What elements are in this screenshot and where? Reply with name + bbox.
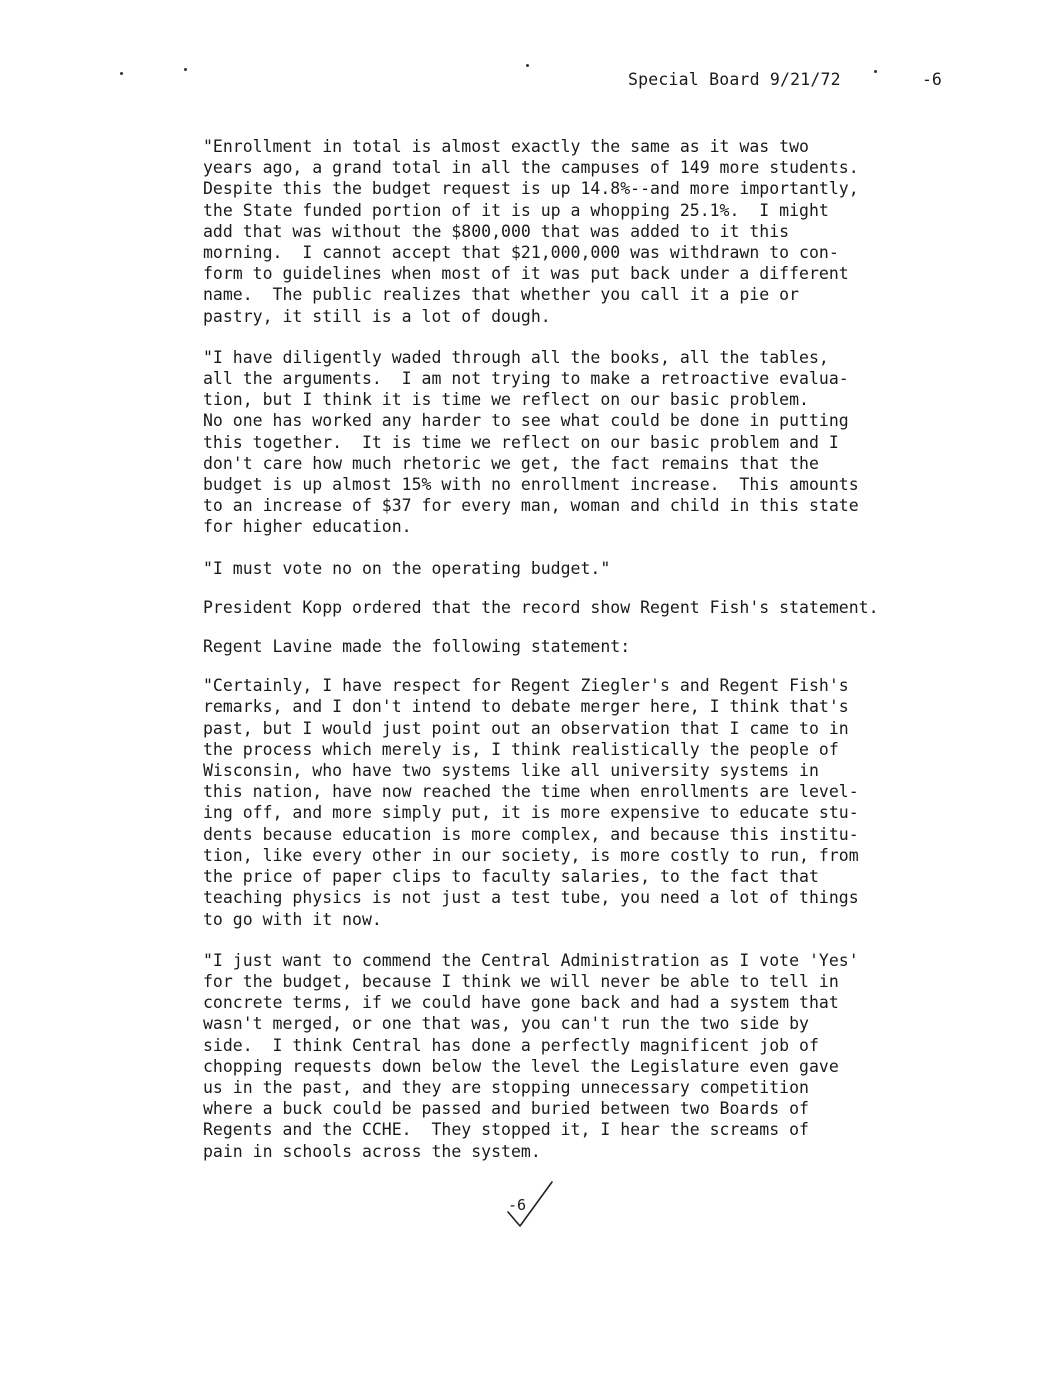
text-line: remarks, and I don't intend to debate merger here, I think that's [203, 697, 849, 717]
paragraph-lavine-intro [203, 636, 923, 657]
text-line: tion, but I think it is time we reflect on our basic problem. [203, 390, 809, 410]
paragraph-kopp-order [203, 597, 923, 618]
text-line: form to guidelines when most of it was put back under a different [203, 264, 849, 284]
page-number: -6 [922, 70, 942, 89]
text-line: all the arguments. I am not trying to make a retroactive evalua- [203, 369, 849, 389]
text-line: dents because education is more complex, and because this institu- [203, 824, 859, 844]
page-header: Special Board 9/21/72 [628, 70, 841, 89]
text-line: name. The public realizes that whether you call it a pie or [203, 285, 800, 305]
footer-page-mark: -6 [508, 1196, 527, 1214]
text-line: Regents and the CCHE. They stopped it, I hear the screams of [203, 1120, 809, 1140]
paragraph-fish-statement-2 [203, 347, 923, 538]
text-line: the process which merely is, I think realistically the people of [203, 739, 839, 759]
text-line: "Certainly, I have respect for Regent Ziegler's and Regent Fish's [203, 676, 849, 696]
text-line: the State funded portion of it is up a whopping 25.1%. I might [203, 200, 829, 220]
text-line: chopping requests down below the level the Legislature even gave [203, 1056, 839, 1076]
text-line: don't care how much rhetoric we get, the fact remains that the [203, 453, 819, 473]
text-line: tion, like every other in our society, is more costly to run, from [203, 845, 859, 865]
text-line: to go with it now. [203, 909, 382, 929]
text-line: add that was without the $800,000 that was added to it this [203, 221, 790, 241]
text-line: "Enrollment in total is almost exactly the same as it was two [203, 137, 809, 156]
text-line: side. I think Central has done a perfectly magnificent job of [203, 1035, 819, 1055]
paragraph-fish-statement-1 [203, 136, 923, 327]
text-line: morning. I cannot accept that $21,000,000 was withdrawn to con- [203, 243, 839, 263]
text-line: Wisconsin, who have two systems like all university systems in [203, 761, 819, 781]
paragraph-lavine-statement-2 [203, 950, 923, 1162]
text-line: for higher education. [203, 517, 412, 537]
scan-speck [874, 70, 877, 73]
text-line: teaching physics is not just a test tube, you need a lot of things [203, 888, 859, 908]
text-line: pain in schools across the system. [203, 1141, 541, 1161]
text-line: to an increase of $37 for every man, woman and child in this state [203, 496, 859, 516]
text-line: ing off, and more simply put, it is more expensive to educate stu- [203, 803, 859, 823]
scan-speck [526, 64, 529, 67]
text-line: pastry, it still is a lot of dough. [203, 306, 551, 326]
text-line: us in the past, and they are stopping unnecessary competition [203, 1077, 809, 1097]
text-line: concrete terms, if we could have gone back and had a system that [203, 993, 839, 1013]
text-line: "I just want to commend the Central Administration as I vote 'Yes' [203, 950, 859, 970]
document-body [203, 136, 923, 1162]
page-footer [500, 1178, 570, 1238]
text-line: this together. It is time we reflect on our basic problem and I [203, 432, 839, 452]
scan-speck [120, 72, 123, 75]
text-line: years ago, a grand total in all the campuses of 149 more students. [203, 158, 859, 178]
text-line: Regent Lavine made the following statement: [203, 637, 631, 657]
text-line: "I must vote no on the operating budget." [203, 558, 611, 578]
text-line: this nation, have now reached the time when enrollments are level- [203, 782, 859, 802]
text-line: "I have diligently waded through all the books, all the tables, [203, 347, 829, 367]
text-line: Despite this the budget request is up 14.8%--and more importantly, [203, 179, 859, 199]
text-line: past, but I would just point out an observation that I came to in [203, 718, 849, 738]
text-line: No one has worked any harder to see what could be done in putting [203, 411, 849, 431]
text-line: for the budget, because I think we will never be able to tell in [203, 971, 839, 991]
text-line: the price of paper clips to faculty salaries, to the fact that [203, 867, 819, 887]
text-line: wasn't merged, or one that was, you can't run the two side by [203, 1014, 809, 1034]
paragraph-fish-vote [203, 558, 923, 579]
paragraph-lavine-statement-1 [203, 675, 923, 929]
text-line: President Kopp ordered that the record show Regent Fish's statement. [203, 597, 879, 617]
text-line: budget is up almost 15% with no enrollment increase. This amounts [203, 475, 859, 495]
text-line: where a buck could be passed and buried between two Boards of [203, 1099, 809, 1119]
scan-speck [184, 68, 187, 71]
